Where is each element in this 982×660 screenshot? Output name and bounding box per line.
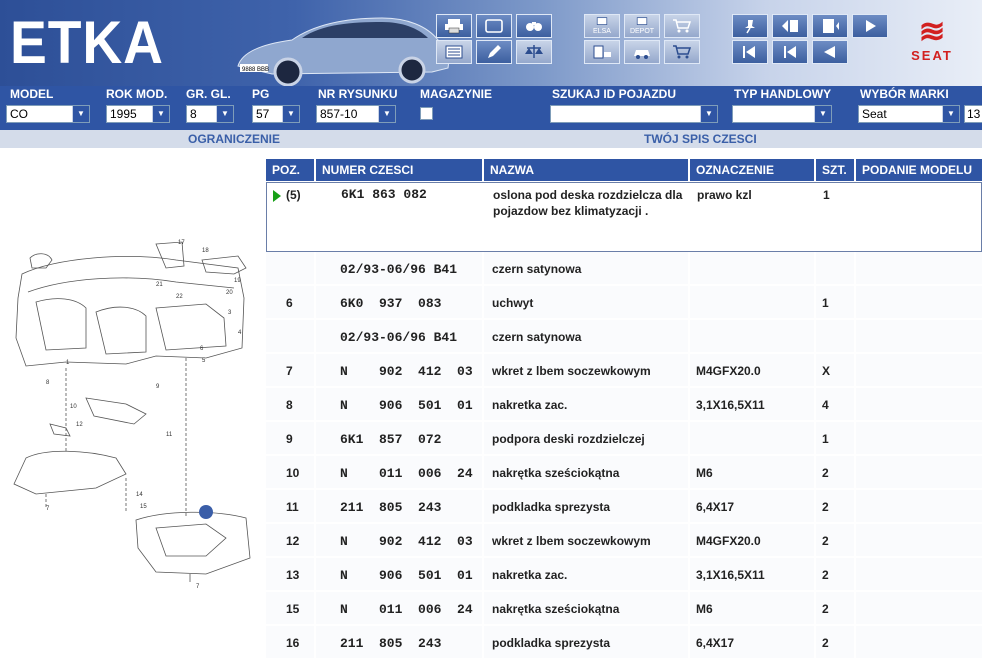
chevron-down-icon[interactable]: ▼ xyxy=(700,106,717,122)
cell-poz: 13 xyxy=(266,558,316,590)
chevron-down-icon[interactable]: ▼ xyxy=(378,106,395,122)
chevron-down-icon[interactable]: ▼ xyxy=(152,106,169,122)
cell-nazwa: podkladka sprezysta xyxy=(484,626,690,658)
cell-szt: 2 xyxy=(816,490,856,522)
cell-szt: 1 xyxy=(816,422,856,454)
svg-text:6: 6 xyxy=(200,346,204,352)
cell-ozn xyxy=(690,320,816,352)
cell-nazwa: podkladka sprezysta xyxy=(484,490,690,522)
wybor-marki-select[interactable]: Seat ▼ xyxy=(858,105,960,123)
magazynie-label: MAGAZYNIE xyxy=(420,87,492,101)
cell-ozn: 6,4X17 xyxy=(690,626,816,658)
svg-text:15: 15 xyxy=(140,504,147,510)
cell-szt: 4 xyxy=(816,388,856,420)
cell-szt: 2 xyxy=(816,592,856,624)
ograniczenie-label: OGRANICZENIE xyxy=(188,132,281,146)
magazynie-checkbox[interactable] xyxy=(420,107,433,120)
col-poz[interactable]: POZ. xyxy=(266,159,316,181)
cell-szt xyxy=(816,252,856,284)
pg-select[interactable]: 57 ▼ xyxy=(252,105,300,123)
svg-text:11: 11 xyxy=(166,432,173,438)
cell-model xyxy=(856,558,982,590)
list-icon[interactable] xyxy=(436,40,472,64)
table-row[interactable] xyxy=(266,524,982,558)
svg-text:12: 12 xyxy=(76,422,83,428)
cell-numer: N 906 501 01 xyxy=(316,388,484,420)
cell-model xyxy=(856,354,982,386)
cell-numer: 02/93-06/96 B41 xyxy=(316,252,484,284)
cell-numer: 6K0 937 083 xyxy=(316,286,484,318)
szukaj-label: SZUKAJ ID POJAZDU xyxy=(552,87,677,101)
svg-text:19: 19 xyxy=(234,278,241,284)
cell-poz: 11 xyxy=(266,490,316,522)
cell-numer: N 011 006 24 xyxy=(316,456,484,488)
cell-model xyxy=(856,286,982,318)
cell-szt: X xyxy=(816,354,856,386)
window-icon[interactable] xyxy=(476,14,512,38)
cell-model xyxy=(856,252,982,284)
cell-poz: 16 xyxy=(266,626,316,658)
pin-icon[interactable] xyxy=(732,14,768,38)
elsa-icon[interactable]: ELSA xyxy=(584,14,620,38)
marka-extra-field[interactable]: 13 xyxy=(964,105,982,123)
table-row[interactable] xyxy=(266,252,982,286)
cell-numer: N 011 006 24 xyxy=(316,592,484,624)
cell-poz: 8 xyxy=(266,388,316,420)
car-icon[interactable] xyxy=(624,40,660,64)
svg-text:4: 4 xyxy=(238,330,242,336)
table-row[interactable] xyxy=(266,626,982,660)
table-row[interactable] xyxy=(266,388,982,422)
table-row[interactable] xyxy=(266,182,982,252)
spis-czesci-label: TWÓJ SPIS CZESCI xyxy=(644,132,757,146)
depot-icon[interactable]: DEPOT xyxy=(624,14,660,38)
parts-table-header xyxy=(266,159,982,181)
svg-text:9: 9 xyxy=(156,384,160,390)
cell-numer: 02/93-06/96 B41 xyxy=(316,320,484,352)
seat-s-icon: ≋ xyxy=(918,13,946,49)
cell-model xyxy=(856,456,982,488)
filter-bar xyxy=(0,86,982,130)
gr-gl-select[interactable]: 8 ▼ xyxy=(186,105,234,123)
cell-ozn: M6 xyxy=(690,456,816,488)
cell-poz xyxy=(266,320,316,352)
cell-ozn xyxy=(690,286,816,318)
cell-model xyxy=(856,388,982,420)
cell-model xyxy=(856,490,982,522)
table-row[interactable] xyxy=(266,422,982,456)
header-banner xyxy=(0,0,982,86)
cell-ozn: M6 xyxy=(690,592,816,624)
svg-text:17: 17 xyxy=(178,240,185,246)
nr-rysunku-select[interactable]: 857-10 ▼ xyxy=(316,105,396,123)
svg-text:5: 5 xyxy=(202,358,206,364)
cell-model xyxy=(856,592,982,624)
cell-model xyxy=(856,524,982,556)
back-icon[interactable] xyxy=(812,40,848,64)
cart-icon[interactable] xyxy=(664,14,700,38)
svg-text:21: 21 xyxy=(156,282,163,288)
cell-nazwa: wkret z lbem soczewkowym xyxy=(484,354,690,386)
cell-numer: 211 805 243 xyxy=(316,626,484,658)
col-nazwa[interactable]: NAZWA xyxy=(484,159,690,181)
svg-text:10: 10 xyxy=(70,404,77,410)
cell-poz: 10 xyxy=(266,456,316,488)
col-podanie-modelu[interactable]: PODANIE MODELU xyxy=(862,163,973,177)
model-select[interactable]: CO ▼ xyxy=(6,105,90,123)
cell-ozn: M4GFX20.0 xyxy=(690,524,816,556)
cell-szt: 1 xyxy=(817,183,857,251)
cell-szt xyxy=(816,320,856,352)
pg-label: PG xyxy=(252,87,270,101)
table-row[interactable] xyxy=(266,490,982,524)
list-car-icon[interactable] xyxy=(584,40,620,64)
cell-poz: 9 xyxy=(266,422,316,454)
wybor-marki-label: WYBÓR MARKI xyxy=(860,87,949,101)
next-page-icon[interactable] xyxy=(852,14,888,38)
cell-poz: 6 xyxy=(266,286,316,318)
app-logo: ETKA xyxy=(10,9,164,76)
chevron-down-icon[interactable]: ▼ xyxy=(814,106,831,122)
szukaj-select[interactable] xyxy=(550,105,718,123)
chevron-down-icon[interactable]: ▼ xyxy=(942,106,959,122)
binoculars-icon[interactable] xyxy=(516,14,552,38)
cell-model xyxy=(857,183,982,251)
table-row[interactable] xyxy=(266,354,982,388)
cell-poz: 7 xyxy=(266,354,316,386)
cell-poz xyxy=(266,252,316,284)
cell-ozn xyxy=(690,252,816,284)
cell-numer: N 902 412 03 xyxy=(316,354,484,386)
scale-icon[interactable] xyxy=(516,40,552,64)
svg-text:7: 7 xyxy=(196,584,200,590)
cell-numer: 6K1 863 082 xyxy=(317,183,485,251)
cell-numer: 6K1 857 072 xyxy=(316,422,484,454)
prev-page-icon[interactable] xyxy=(772,14,808,38)
cell-poz: 12 xyxy=(266,524,316,556)
col-oznaczenie[interactable]: OZNACZENIE xyxy=(690,159,816,181)
svg-text:22: 22 xyxy=(176,294,183,300)
cell-nazwa: podpora deski rozdzielczej xyxy=(484,422,690,454)
cell-nazwa: oslona pod deska rozdzielcza dla pojazdow bez klimatyzacji . xyxy=(485,183,691,251)
cell-ozn: 3,1X16,5X11 xyxy=(690,558,816,590)
table-row[interactable] xyxy=(266,286,982,320)
chevron-down-icon[interactable]: ▼ xyxy=(72,106,89,122)
rok-mod-select[interactable]: 1995 ▼ xyxy=(106,105,170,123)
cell-ozn: prawo kzl xyxy=(691,183,817,251)
selected-row-arrow-icon xyxy=(273,190,281,202)
svg-text:9888 BBB: 9888 BBB xyxy=(242,67,270,73)
cell-szt: 1 xyxy=(816,286,856,318)
start-icon[interactable] xyxy=(772,40,808,64)
col-szt[interactable]: SZT. xyxy=(816,159,856,181)
cell-nazwa: nakrętka sześciokątna xyxy=(484,592,690,624)
svg-text:3: 3 xyxy=(228,310,232,316)
seat-logo: ≋ SEAT xyxy=(892,14,972,80)
cell-nazwa: wkret z lbem soczewkowym xyxy=(484,524,690,556)
table-row[interactable] xyxy=(266,592,982,626)
cell-ozn: 6,4X17 xyxy=(690,490,816,522)
cell-numer: N 906 501 01 xyxy=(316,558,484,590)
cell-nazwa: nakrętka sześciokątna xyxy=(484,456,690,488)
gr-gl-label: GR. GL. xyxy=(186,87,231,101)
svg-text:20: 20 xyxy=(226,290,233,296)
svg-text:8: 8 xyxy=(46,380,50,386)
doc-icon[interactable] xyxy=(812,14,848,38)
cell-szt: 2 xyxy=(816,558,856,590)
cell-ozn: 3,1X16,5X11 xyxy=(690,388,816,420)
cell-nazwa: czern satynowa xyxy=(484,252,690,284)
svg-text:14: 14 xyxy=(136,492,143,498)
table-row[interactable] xyxy=(266,456,982,490)
nr-rysunku-label: NR RYSUNKU xyxy=(318,87,398,101)
svg-text:1: 1 xyxy=(66,360,70,366)
cell-numer: 211 805 243 xyxy=(316,490,484,522)
table-row[interactable] xyxy=(266,320,982,354)
cell-nazwa: czern satynowa xyxy=(484,320,690,352)
print-icon[interactable] xyxy=(436,14,472,38)
cell-nazwa: nakretka zac. xyxy=(484,388,690,420)
parts-diagram[interactable] xyxy=(6,238,256,590)
cell-poz: 15 xyxy=(266,592,316,624)
pencil-icon[interactable] xyxy=(476,40,512,64)
rok-mod-label: ROK MOD. xyxy=(106,87,168,101)
cell-ozn xyxy=(690,422,816,454)
car-image xyxy=(232,8,452,86)
cell-szt: 2 xyxy=(816,626,856,658)
cell-szt: 2 xyxy=(816,456,856,488)
chevron-down-icon[interactable]: ▼ xyxy=(216,106,233,122)
cell-model xyxy=(856,626,982,658)
cell-szt: 2 xyxy=(816,524,856,556)
cell-model xyxy=(856,422,982,454)
typ-handlowy-select[interactable] xyxy=(732,105,832,123)
cart-add-icon[interactable] xyxy=(664,40,700,64)
cell-poz: (5) xyxy=(267,183,317,251)
typ-handlowy-label: TYP HANDLOWY xyxy=(734,87,832,101)
sub-bar xyxy=(0,130,982,148)
cell-model xyxy=(856,320,982,352)
cell-nazwa: nakretka zac. xyxy=(484,558,690,590)
chevron-down-icon[interactable]: ▼ xyxy=(282,106,299,122)
cell-nazwa: uchwyt xyxy=(484,286,690,318)
first-icon[interactable] xyxy=(732,40,768,64)
model-label: MODEL xyxy=(10,87,54,101)
table-row[interactable] xyxy=(266,558,982,592)
svg-text:18: 18 xyxy=(202,248,209,254)
cell-ozn: M4GFX20.0 xyxy=(690,354,816,386)
cell-numer: N 902 412 03 xyxy=(316,524,484,556)
col-numer-czesci[interactable]: NUMER CZESCI xyxy=(316,159,484,181)
svg-text:7: 7 xyxy=(46,506,50,512)
